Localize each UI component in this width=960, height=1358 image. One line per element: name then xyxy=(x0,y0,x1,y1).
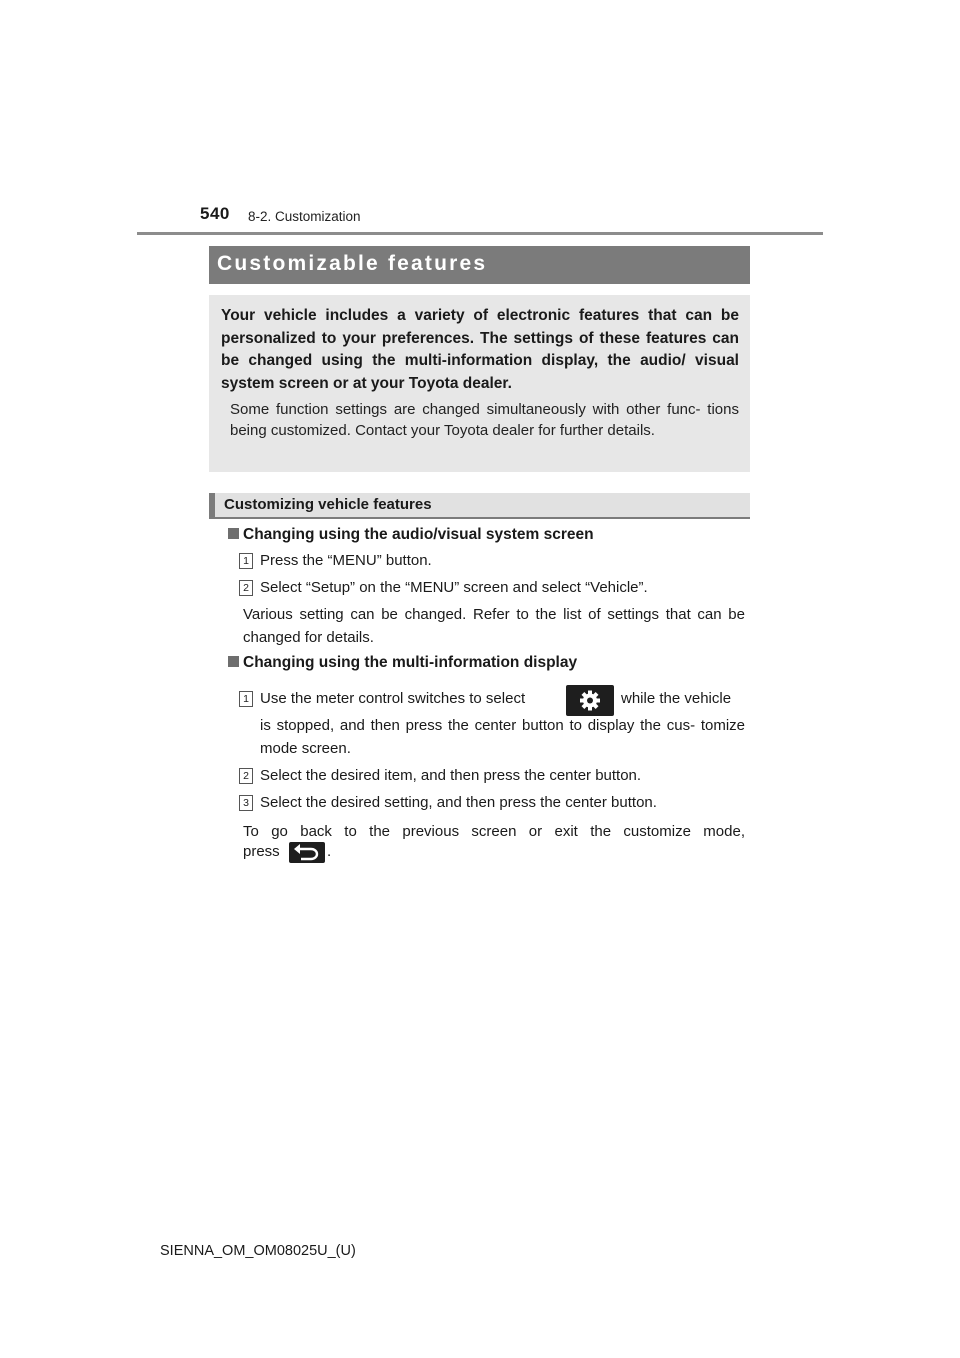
step-text: Select “Setup” on the “MENU” screen and select “Vehicle”. xyxy=(260,579,648,596)
intro-note: Some function settings are changed simultaneously with other func- tions being customized. Contact your Toyota dealer for further details. xyxy=(230,401,739,439)
step-text-continuation: is stopped, and then press the center button to display the cus- tomize mode screen. xyxy=(260,717,745,757)
square-bullet-icon xyxy=(228,656,239,667)
subheading-bar xyxy=(209,493,750,519)
back-note-press: press xyxy=(243,843,280,860)
step-text: Press the “MENU” button. xyxy=(260,552,432,569)
mid-section-heading-text: Changing using the multi-information display xyxy=(243,654,578,671)
audio-section-heading xyxy=(228,526,594,544)
step-text: Select the desired item, and then press the center button. xyxy=(260,767,642,784)
intro-box xyxy=(209,295,750,472)
square-bullet-icon xyxy=(228,528,239,539)
step-text: Select the desired setting, and then press the center button. xyxy=(260,794,657,811)
title-bar xyxy=(209,246,750,284)
step-text-before-icon: Use the meter control switches to select xyxy=(260,690,526,707)
section-breadcrumb: 8-2. Customization xyxy=(248,209,361,224)
header-divider xyxy=(137,232,823,235)
audio-section-heading-text: Changing using the audio/visual system screen xyxy=(243,526,594,543)
step-number-badge: 2 xyxy=(239,580,253,596)
audio-section-note: Various setting can be changed. Refer to the list of settings that can be changed for details. xyxy=(243,606,745,646)
gear-icon xyxy=(566,685,614,716)
back-note-line1: To go back to the previous screen or exit the customize mode, xyxy=(243,823,745,840)
back-arrow-icon xyxy=(289,842,325,863)
intro-summary: Your vehicle includes a variety of electronic features that can be personalized to your preferences. The settings of these features can be changed using the multi-information display, the audio/ visual system screen or at your Toyota dealer. xyxy=(221,307,739,393)
page-number: 540 xyxy=(200,204,230,223)
step-number-badge: 2 xyxy=(239,768,253,784)
page-title: Customizable features xyxy=(217,252,488,275)
step-text-after-icon: while the vehicle xyxy=(621,690,732,707)
document-code: SIENNA_OM_OM08025U_(U) xyxy=(160,1243,356,1259)
back-note-end: . xyxy=(327,843,332,860)
step-number-badge: 3 xyxy=(239,795,253,811)
subheading-accent xyxy=(209,493,215,517)
mid-section-heading xyxy=(228,654,577,672)
subheading-title: Customizing vehicle features xyxy=(224,496,432,513)
step-number-badge: 1 xyxy=(239,691,253,707)
step-number-badge: 1 xyxy=(239,553,253,569)
